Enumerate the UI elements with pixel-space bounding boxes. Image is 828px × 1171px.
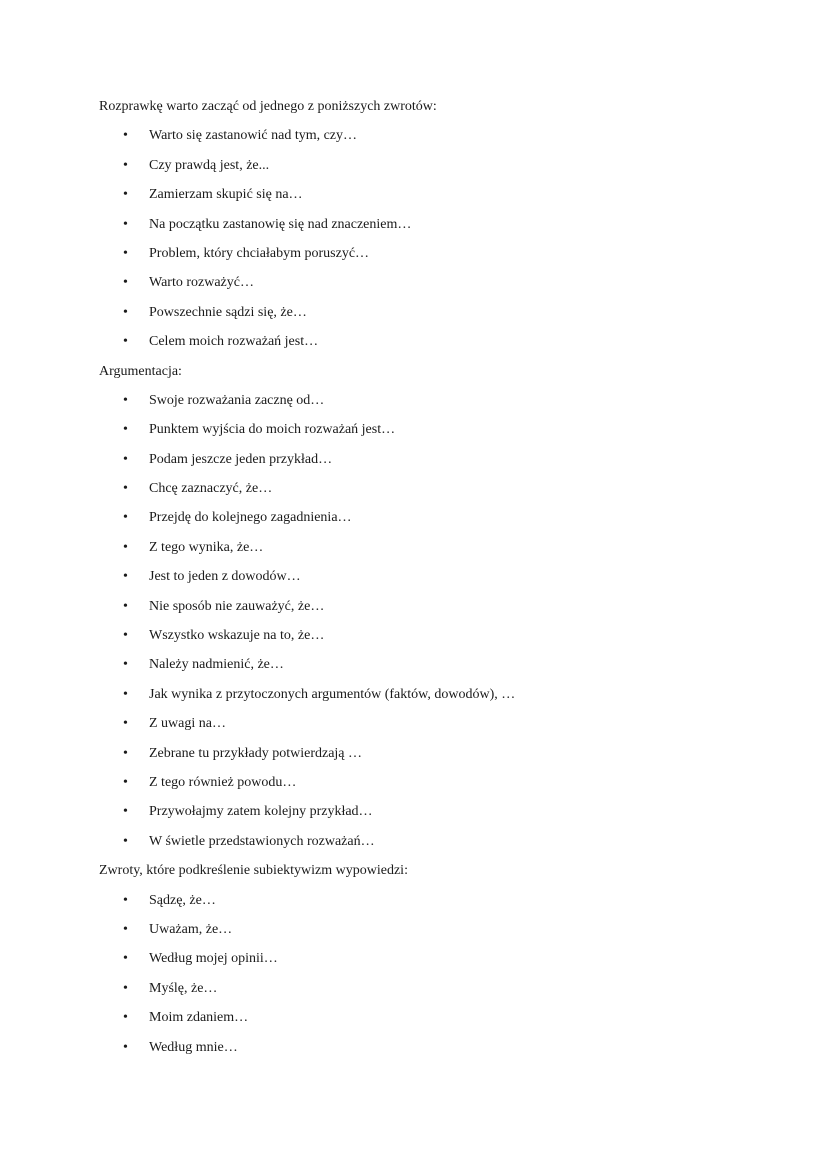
list-item-text: Przejdę do kolejnego zagadnienia… (149, 510, 352, 526)
list-item (99, 239, 779, 268)
bullet-icon: • (123, 951, 128, 967)
list-item-text: Według mnie… (149, 1039, 238, 1055)
list-item-text: Podam jeszcze jeden przykład… (149, 451, 333, 467)
bullet-icon: • (123, 980, 128, 996)
list-item (99, 944, 779, 973)
list-item-text: Jak wynika z przytoczonych argumentów (faktów, dowodów), … (149, 686, 516, 702)
bullet-icon: • (123, 157, 128, 173)
list-item-text: Celem moich rozważań jest… (149, 334, 319, 350)
list-item (99, 533, 779, 562)
bullet-icon: • (123, 392, 128, 408)
bullet-icon: • (123, 657, 128, 673)
bullet-icon: • (123, 1010, 128, 1026)
list-item (99, 298, 779, 327)
list-item (99, 415, 779, 444)
list-item (99, 562, 779, 591)
list-item-text: Według mojej opinii… (149, 951, 278, 967)
bullet-icon: • (123, 304, 128, 320)
list-item-text: Uważam, że… (149, 921, 233, 937)
list-item (99, 474, 779, 503)
list-item-text: Problem, który chciałabym poruszyć… (149, 245, 370, 261)
section-heading: Argumentacja: (99, 363, 182, 379)
list-item (99, 210, 779, 239)
bullet-icon: • (123, 245, 128, 261)
list-item (99, 915, 779, 944)
list-item (99, 503, 779, 532)
list-item-text: Chcę zaznaczyć, że… (149, 481, 273, 497)
list-item (99, 151, 779, 180)
list-item-text: Swoje rozważania zacznę od… (149, 392, 325, 408)
bullet-icon: • (123, 745, 128, 761)
list-item (99, 1033, 779, 1062)
list-item-text: Powszechnie sądzi się, że… (149, 304, 307, 320)
bullet-icon: • (123, 334, 128, 350)
list-item-text: Sądzę, że… (149, 892, 216, 908)
bullet-icon: • (123, 451, 128, 467)
bullet-icon: • (123, 833, 128, 849)
bullet-icon: • (123, 275, 128, 291)
list-item (99, 739, 779, 768)
list-item (99, 974, 779, 1003)
bullet-icon: • (123, 569, 128, 585)
list-item (99, 592, 779, 621)
bullet-icon: • (123, 686, 128, 702)
list-item (99, 180, 779, 209)
bullet-icon: • (123, 716, 128, 732)
list-item (99, 1003, 779, 1032)
list-item (99, 797, 779, 826)
list-item (99, 121, 779, 150)
bullet-icon: • (123, 628, 128, 644)
list-item-text: W świetle przedstawionych rozważań… (149, 833, 375, 849)
list-item-text: Wszystko wskazuje na to, że… (149, 628, 325, 644)
bullet-icon: • (123, 804, 128, 820)
list-item (99, 327, 779, 356)
list-item-text: Z tego również powodu… (149, 774, 297, 790)
list-item-text: Zebrane tu przykłady potwierdzają … (149, 745, 363, 761)
list-item-text: Zamierzam skupić się na… (149, 187, 303, 203)
list-item-text: Warto się zastanowić nad tym, czy… (149, 128, 358, 144)
list-item-text: Punktem wyjścia do moich rozważań jest… (149, 422, 396, 438)
bullet-icon: • (123, 598, 128, 614)
bullet-icon: • (123, 128, 128, 144)
list-item-text: Nie sposób nie zauważyć, że… (149, 598, 325, 614)
list-item-text: Przywołajmy zatem kolejny przykład… (149, 804, 373, 820)
bullet-icon: • (123, 216, 128, 232)
list-item-text: Moim zdaniem… (149, 1010, 249, 1026)
section-heading: Zwroty, które podkreślenie subiektywizm wypowiedzi: (99, 863, 408, 879)
list-item (99, 386, 779, 415)
list-item-text: Myślę, że… (149, 980, 218, 996)
list-item-text: Należy nadmienić, że… (149, 657, 284, 673)
document-page (99, 92, 779, 1062)
list-item-text: Czy prawdą jest, że... (149, 157, 270, 173)
bullet-icon: • (123, 510, 128, 526)
list-item-text: Jest to jeden z dowodów… (149, 569, 301, 585)
bullet-icon: • (123, 1039, 128, 1055)
list-item-text: Z uwagi na… (149, 716, 226, 732)
list-item (99, 768, 779, 797)
list-item (99, 268, 779, 297)
bullet-icon: • (123, 481, 128, 497)
bullet-icon: • (123, 187, 128, 203)
bullet-icon: • (123, 539, 128, 555)
section-heading: Rozprawkę warto zacząć od jednego z poniższych zwrotów: (99, 99, 437, 114)
bullet-icon: • (123, 921, 128, 937)
list-item (99, 650, 779, 679)
bullet-icon: • (123, 774, 128, 790)
list-item-text: Warto rozważyć… (149, 275, 254, 291)
bullet-icon: • (123, 892, 128, 908)
bullet-icon: • (123, 422, 128, 438)
list-item (99, 886, 779, 915)
list-item (99, 621, 779, 650)
list-item (99, 680, 779, 709)
list-item-text: Z tego wynika, że… (149, 539, 264, 555)
list-item (99, 709, 779, 738)
list-item-text: Na początku zastanowię się nad znaczeniem… (149, 216, 412, 232)
list-item (99, 827, 779, 856)
list-item (99, 445, 779, 474)
